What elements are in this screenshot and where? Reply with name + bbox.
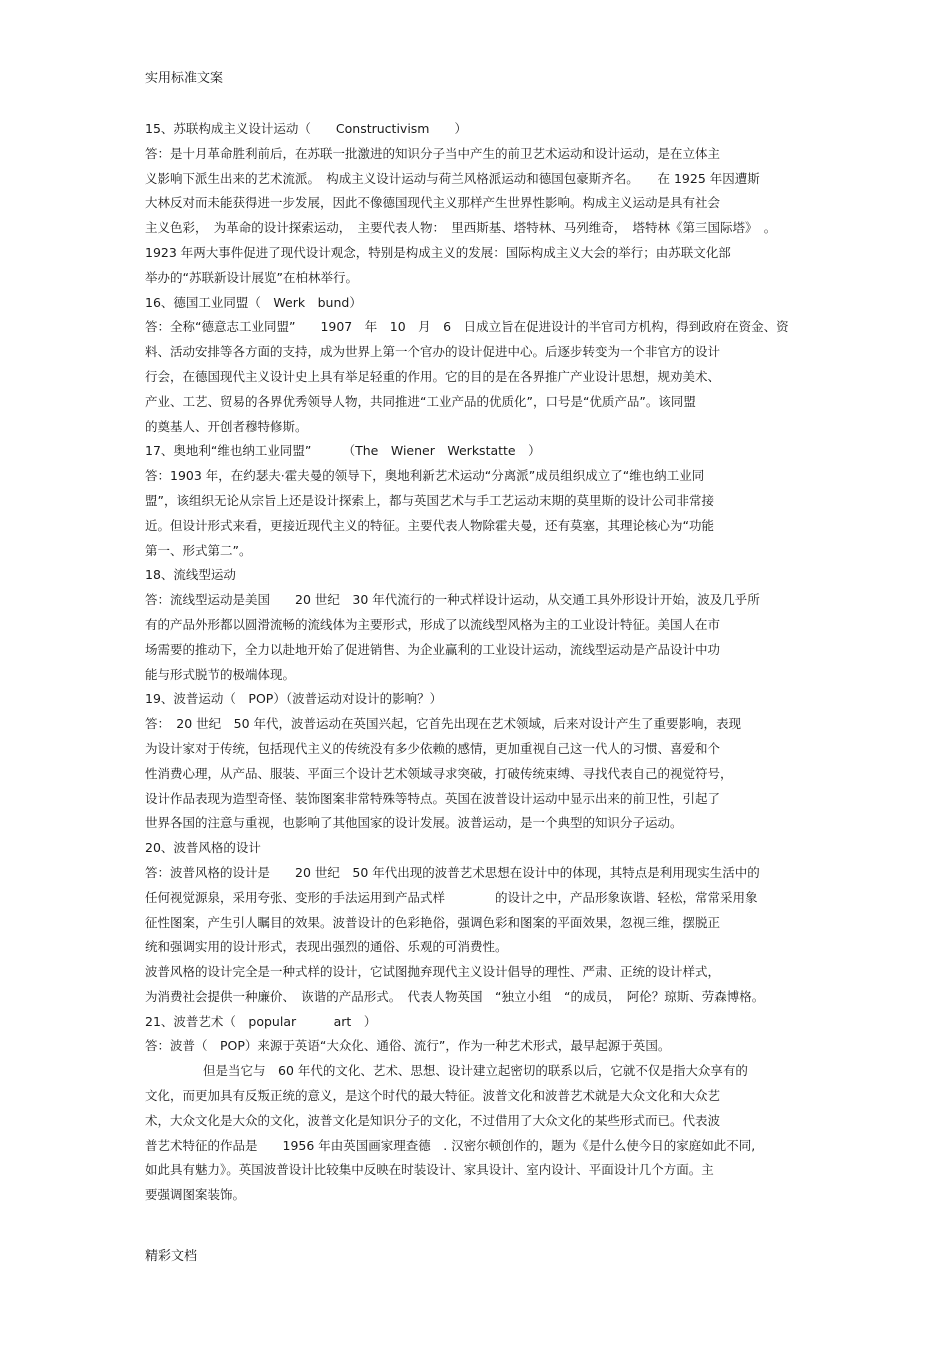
text-line: 答：波普风格的设计是 20 世纪 50 年代出现的波普艺术思想在设计中的体现，其特点是利用现实生活中的 — [145, 864, 760, 880]
text-line: 17、奥地利“维也纳工业同盟” （The Wiener Werkstatte ） — [145, 443, 541, 459]
text-line: 答：流线型运动是美国 20 世纪 30 年代流行的一种式样设计运动，从交通工具外形设计开始，波及几乎所 — [145, 592, 760, 608]
text-line: 答： 20 世纪 50 年代，波普运动在英国兴起，它首先出现在艺术领域，后来对设计产生了重要影响，表现 — [145, 716, 742, 732]
text-line: 的奠基人、开创者穆特修斯。 — [145, 418, 308, 434]
text-line: 答：是十月革命胜利前后，在苏联一批激进的知识分子当中产生的前卫艺术运动和设计运动，是在立体主 — [145, 145, 721, 161]
page-footer: 精彩文档 — [145, 1249, 198, 1264]
text-line: 近。但设计形式来看，更接近现代主义的特征。主要代表人物除霍夫曼，还有莫塞，其理论核心为“功能 — [145, 517, 714, 533]
text-line: 要强调图案装饰。 — [145, 1187, 246, 1203]
text-line: 盟”，该组织无论从宗旨上还是设计探索上，都与英国艺术与手工艺运动末期的莫里斯的设计公司非常接 — [145, 492, 714, 508]
text-line: 任何视觉源泉，采用夸张、变形的手法运用到产品式样 的设计之中，产品形象诙谐、轻松，常常采用象 — [145, 889, 758, 905]
text-line: 如此具有魅力》。英国波普设计比较集中反映在时装设计、家具设计、室内设计、平面设计几个方面。主 — [145, 1162, 714, 1178]
text-line: 答：1903 年，在约瑟夫·霍夫曼的领导下，奥地利新艺术运动“分离派”成员组织成立了“维也纳工业同 — [145, 468, 705, 484]
text-line: 19、波普运动（ POP）（波普运动对设计的影响？） — [145, 691, 443, 707]
text-line: 能与形式脱节的极端体现。 — [145, 666, 296, 682]
text-line: 设计作品表现为造型奇怪、装饰图案非常特殊等特点。英国在波普设计运动中显示出来的前卫性，引起了 — [145, 790, 721, 806]
text-line: 义影响下派生出来的艺术流派。 构成主义设计运动与荷兰风格派运动和德国包豪斯齐名。 在 1925 年因遭斯 — [145, 170, 760, 186]
text-line: 15、苏联构成主义设计运动（ Constructivism ） — [145, 121, 467, 136]
text-line: 答：波普（ POP）来源于英语“大众化、通俗、流行”，作为一种艺术形式，最早起源于英国。 — [145, 1038, 671, 1054]
text-line: 场需要的推动下，全力以赴地开始了促进销售、为企业赢利的工业设计运动，流线型运动是产品设计中功 — [145, 641, 721, 657]
text-line: 第一、形式第二”。 — [145, 542, 252, 558]
page-header: 实用标准文案 — [145, 71, 224, 86]
text-line: 有的产品外形都以圆滑流畅的流线体为主要形式，形成了以流线型风格为主的工业设计特征。美国人在市 — [145, 616, 721, 632]
text-line: 答：全称“德意志工业同盟” 1907 年 10 月 6 日成立旨在促进设计的半官司方机构，得到政府在资金、资 — [145, 319, 789, 335]
text-line: 16、德国工业同盟（ Werk bund） — [145, 294, 362, 310]
text-line: 性消费心理，从产品、服装、平面三个设计艺术领域寻求突破，打破传统束缚、寻找代表自己的视觉符号， — [145, 765, 733, 781]
text-line: 行会，在德国现代主义设计史上具有举足轻重的作用。它的目的是在各界推广产业设计思想，规劝美术、 — [145, 368, 721, 384]
text-line: 料、活动安排等各方面的支持，成为世界上第一个官办的设计促进中心。后逐步转变为一个非官方的设计 — [145, 344, 721, 360]
text-line: 主义色彩， 为革命的设计探索运动， 主要代表人物： 里西斯基、塔特林、马列维奇， 塔特林《第三国际塔》 。 — [145, 220, 777, 236]
text-line: 普艺术特征的作品是 1956 年由英国画家理查德 . 汉密尔顿创作的，题为《是什么使今日的家庭如此不同, — [145, 1137, 756, 1153]
text-line: 世界各国的注意与重视，也影响了其他国家的设计发展。波普运动，是一个典型的知识分子运动。 — [145, 815, 683, 831]
text-line: 为设计家对于传统，包括现代主义的传统没有多少依赖的感情，更加重视自己这一代人的习惯、喜爱和个 — [145, 740, 721, 756]
text-line: 产业、工艺、贸易的各界优秀领导人物，共同推进“工业产品的优质化”，口号是“优质产品”。该同盟 — [145, 393, 696, 409]
document-body — [145, 117, 825, 1208]
text-line: 20、波普风格的设计 — [145, 840, 261, 856]
text-line: 统和强调实用的设计形式，表现出强烈的通俗、乐观的可消费性。 — [145, 939, 508, 955]
text-line: 但是当它与 60 年代的文化、艺术、思想、设计建立起密切的联系以后，它就不仅是指大众享有的 — [203, 1063, 748, 1079]
text-line: 大林反对而未能获得进一步发展，因此不像德国现代主义那样产生世界性影响。构成主义运动是具有社会 — [145, 195, 721, 211]
text-line: 为消费社会提供一种廉价、 诙谐的产品形式。 代表人物英国 “独立小组 “的成员， 阿伦？琼斯、劳森博格。 — [145, 988, 765, 1004]
text-line: 文化，而更加具有反叛正统的意义，是这个时代的最大特征。波普文化和波普艺术就是大众文化和大众艺 — [145, 1088, 721, 1104]
text-line: 征性图案，产生引人瞩目的效果。波普设计的色彩艳俗，强调色彩和图案的平面效果，忽视三维，摆脱正 — [145, 914, 721, 930]
text-line: 1923 年两大事件促进了现代设计观念，特别是构成主义的发展：国际构成主义大会的举行；由苏联文化部 — [145, 244, 731, 260]
text-line: 波普风格的设计完全是一种式样的设计，它试图抛弃现代主义设计倡导的理性、严肃、正统的设计样式， — [145, 964, 721, 980]
text-line: 举办的“苏联新设计展览”在柏林举行。 — [145, 269, 358, 285]
text-line: 术，大众文化是大众的文化，波普文化是知识分子的文化，不过借用了大众文化的某些形式而已。代表波 — [145, 1112, 721, 1128]
text-line: 21、波普艺术（ popular art ） — [145, 1013, 377, 1029]
text-line: 18、流线型运动 — [145, 567, 236, 583]
